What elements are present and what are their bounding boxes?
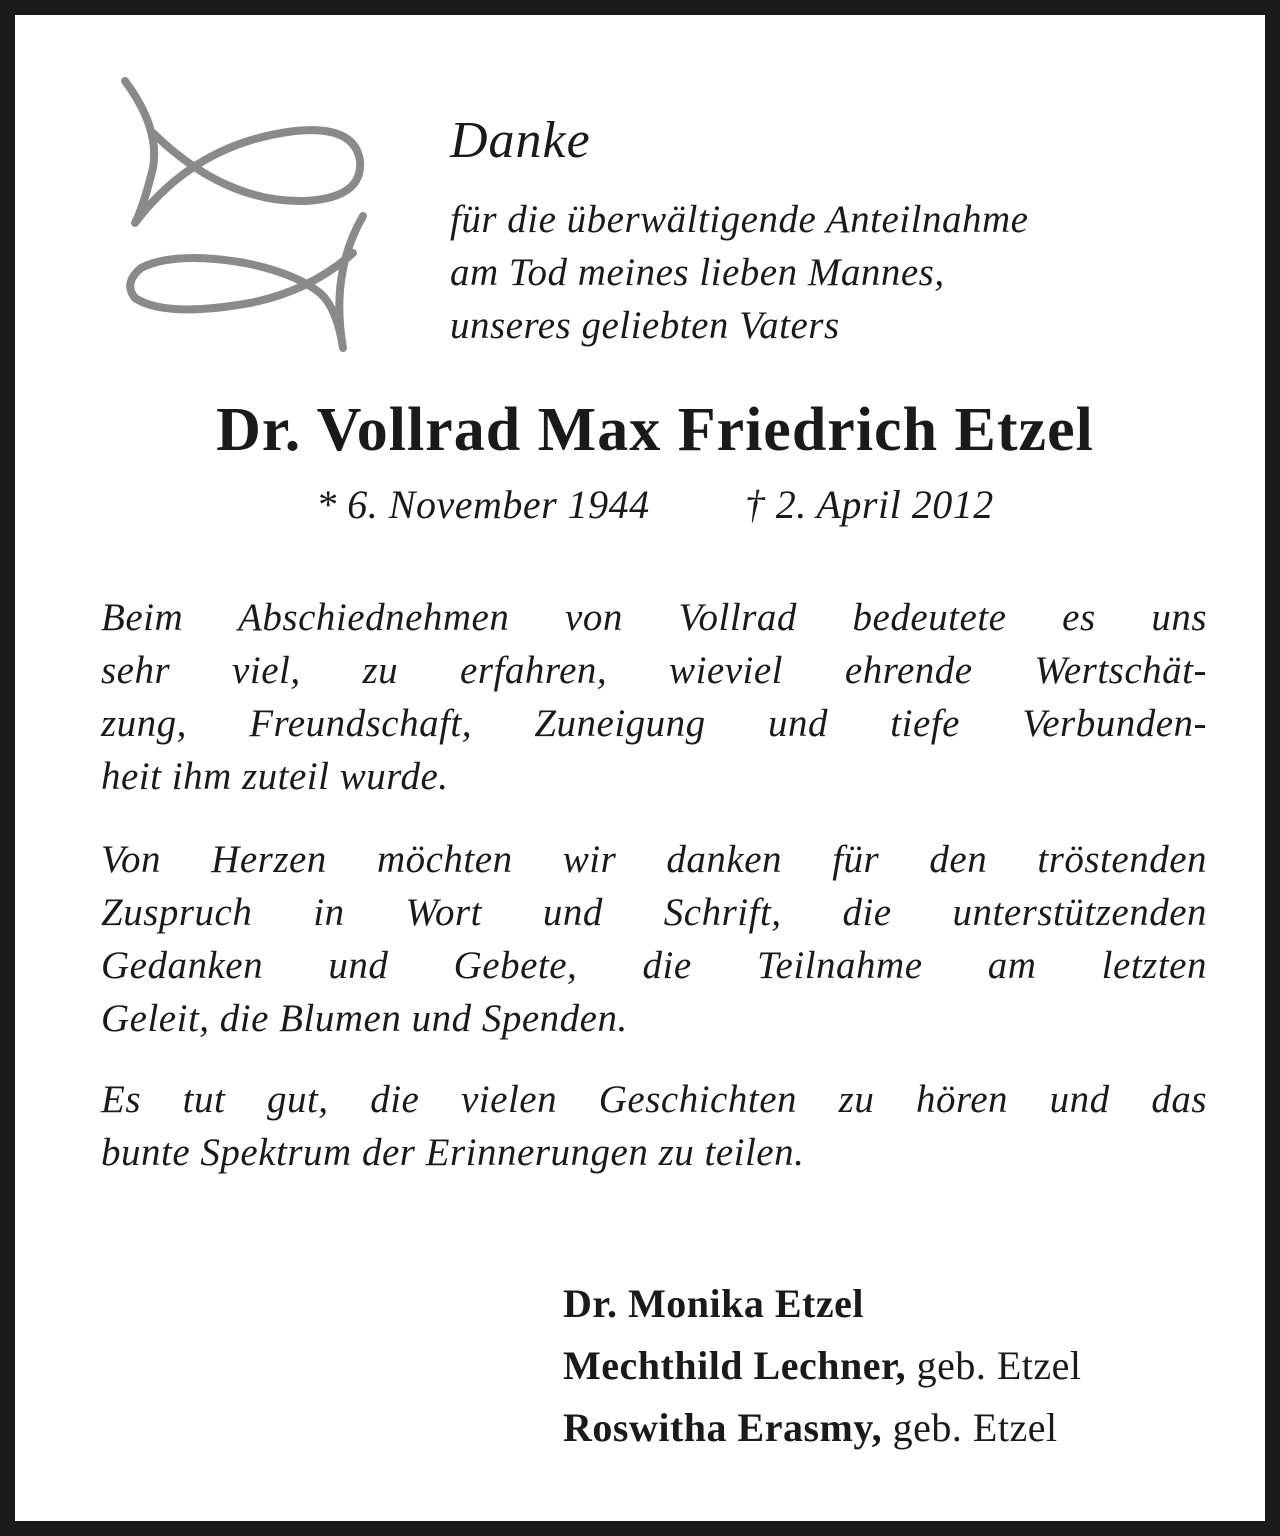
paragraph-3 xyxy=(101,1073,1207,1179)
paragraph-line: sehr viel, zu erfahren, wieviel ehrende Wertschät- xyxy=(101,649,1207,692)
paragraph-line: Geleit, die Blumen und Spenden. xyxy=(101,997,628,1040)
signatory-name: Mechthild Lechner, xyxy=(563,1343,907,1388)
paragraph-line: Es tut gut, die vielen Geschichten zu hören und das xyxy=(101,1078,1207,1121)
intro-line: am Tod meines lieben Mannes, xyxy=(450,251,945,294)
deceased-name: Dr. Vollrad Max Friedrich Etzel xyxy=(216,396,1094,464)
paragraph-line: Gedanken und Gebete, die Teilnahme am letzten xyxy=(101,944,1207,987)
signature-line xyxy=(563,1335,1081,1397)
paragraph-1 xyxy=(101,591,1207,803)
signature-block xyxy=(563,1273,1081,1459)
fish-symbol-icon xyxy=(115,73,375,358)
intro-line: für die überwältigende Anteilnahme xyxy=(450,198,1029,241)
birth-date: * 6. November 1944 xyxy=(316,482,650,527)
signatory-name: Dr. Monika Etzel xyxy=(563,1281,864,1326)
heading-danke: Danke xyxy=(450,112,591,169)
signature-line xyxy=(563,1397,1081,1459)
paragraph-line: Beim Abschiednehmen von Vollrad bedeutete es uns xyxy=(101,596,1207,639)
death-date: † 2. April 2012 xyxy=(744,482,994,527)
paragraph-line: Von Herzen möchten wir danken für den tröstenden xyxy=(101,838,1207,881)
signatory-name: Roswitha Erasmy, xyxy=(563,1405,883,1450)
signatory-suffix: geb. Etzel xyxy=(882,1405,1058,1450)
intro-text xyxy=(450,193,1028,352)
paragraph-line: bunte Spektrum der Erinnerungen zu teilen. xyxy=(101,1131,805,1174)
paragraph-2 xyxy=(101,833,1207,1045)
paragraph-line: Zuspruch in Wort und Schrift, die unterstützenden xyxy=(101,891,1207,934)
paragraph-line: heit ihm zuteil wurde. xyxy=(101,755,449,798)
paragraph-line: zung, Freundschaft, Zuneigung und tiefe Verbunden- xyxy=(101,702,1207,745)
signatory-suffix: geb. Etzel xyxy=(906,1343,1082,1388)
signature-line xyxy=(563,1273,1081,1335)
intro-line: unseres geliebten Vaters xyxy=(450,304,840,347)
life-dates xyxy=(15,481,1280,528)
